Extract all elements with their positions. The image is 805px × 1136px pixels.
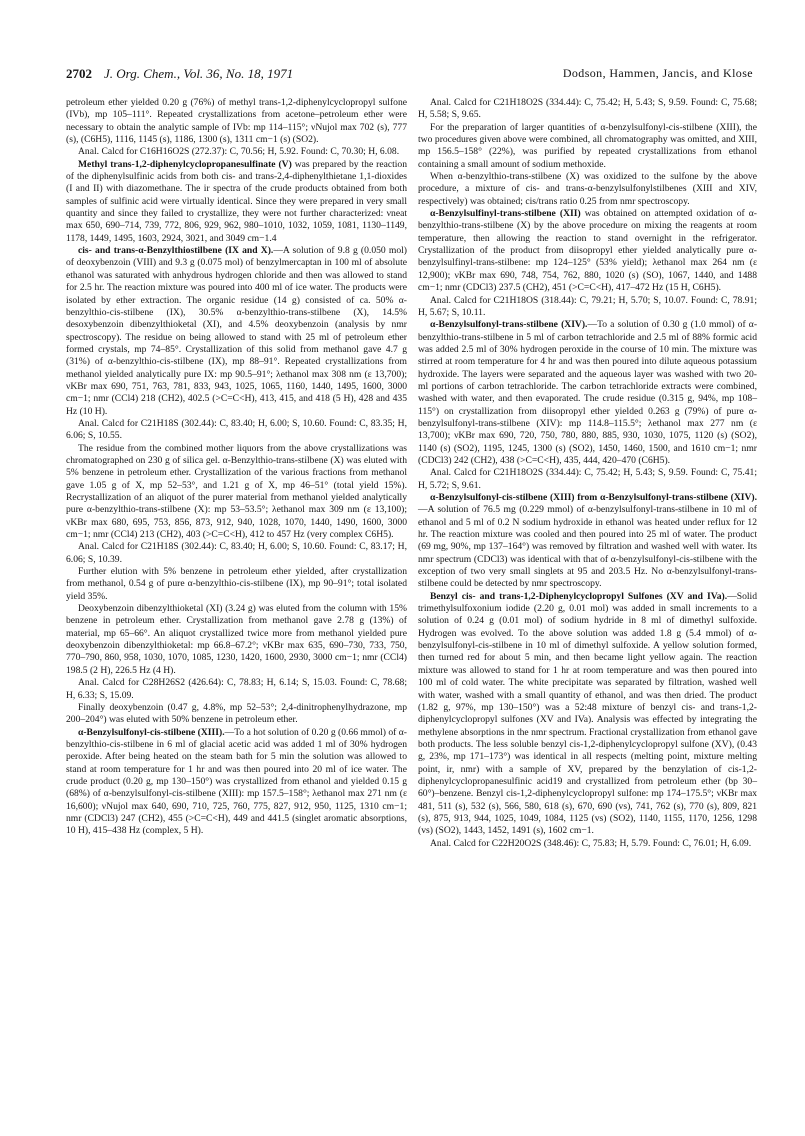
page-header	[66, 66, 753, 88]
paragraph: Anal. Calcd for C21H18O2S (334.44): C, 75.42; H, 5.43; S, 9.59. Found: C, 75.68; H, 5.58; S, 9.65.	[418, 97, 757, 121]
paragraph-text: —A solution of 76.5 mg (0.229 mmol) of α-benzylsulfonyl-trans-stilbene in 10 ml of ethanol and 5 ml of 0.2 N sodium hydroxide in ethanol was heated under reflux for 12 hr. The reaction mixture was cooled and then poured into 25 ml of water. The product (69 mg, 90%, mp 137–164°) was removed by filtration and washed well with water. Its nmr spectrum (CDCl3) was identical with that of α-benzylsulfonyl-cis-stilbene with the exception of two very small singlets at 95 and 203.5 Hz. No α-benzylsulfonyl-trans-stilbene could be detected by nmr spectroscopy.	[418, 504, 757, 590]
paragraph: Anal. Calcd for C21H18OS (318.44): C, 79.21; H, 5.70; S, 10.07. Found: C, 78.91; H, 5.67; S, 10.11.	[418, 294, 757, 318]
paragraph-text: —To a solution of 0.30 g (1.0 mmol) of α-benzylthio-trans-stilbene in 5 ml of carbon tetrachloride and 2.5 ml of 88% formic acid was added 2.5 ml of 30% hydrogen peroxide in the course of 10 min. The mixture was stirred at room temperature for 4 hr and was then poured into dilute aqueous potassium hydroxide. The layers were separated and the aqueous layer was washed with two 20-ml portions of carbon tetrachloride. The carbon tetrachloride extracts were combined, washed with water, and then evaporated. The crude residue (0.315 g, 94%, mp 108–115°) on crystallization from diisopropyl ether yielded 0.263 g (79%) of pure α-benzylsulfonyl-trans-stilbene (XIV): mp 114.8–115.5°; λethanol max 277 nm (ε 13,700); νKBr max 690, 720, 750, 780, 880, 885, 930, 1030, 1075, 1120 (s) (SO2), 1140 (s) (SO2), 1195, 1245, 1300 (s) (SO2), 1450, 1460, 1500, and 1610 cm−1; nmr (CDCl3) 242 (CH2), 438 (>C=C<H), 435, 444, 420–470 (C6H5).	[418, 319, 758, 466]
paragraph-text: was obtained on attempted oxidation of α-benzylthio-trans-stilbene (X) by the above procedure on mixing the reagents at room temperature, then allowing the reaction to stand overnight in the refrigerator. Crystallization of the product from diisopropyl ether yielded analytically pure α-benzylsulfinyl-trans-stilbene: mp 124–125° (53% yield); λethanol max 264 nm (ε 12,900); νKBr max 690, 748, 754, 762, 880, 1020 (s) (SO), 1067, 1440, and 1488 cm−1; nmr (CDCl3) 237.5 (CH2), 451 (>C=C<H), 417–472 Hz (15 H, C6H5).	[418, 208, 757, 294]
journal-citation: J. Org. Chem., Vol. 36, No. 18, 1971	[104, 66, 294, 81]
paragraph: Anal. Calcd for C16H16O2S (272.37): C, 70.56; H, 5.92. Found: C, 70.30; H, 6.08.	[78, 146, 400, 158]
paragraph	[66, 727, 407, 838]
section-heading: cis- and trans-α-Benzylthiostilbene (IX and X).	[78, 245, 274, 257]
paragraph: Further elution with 5% benzene in petroleum ether yielded, after crystallization from methanol, 0.54 g of pure α-benzylthio-cis-stilbene (IX), mp 90–91°; total isolated yield 35%.	[66, 566, 407, 602]
section-heading: α-Benzylsulfonyl-trans-stilbene (XIV).	[430, 319, 588, 331]
paragraph	[418, 591, 757, 838]
paragraph: Anal. Calcd for C28H26S2 (426.64): C, 78.83; H, 6.14; S, 15.03. Found: C, 78.68; H, 6.33; S, 15.09.	[66, 677, 407, 701]
paragraph	[66, 159, 407, 245]
paragraph: Anal. Calcd for C21H18S (302.44): C, 83.40; H, 6.00; S, 10.60. Found: C, 83.35; H, 6.06; S, 10.55.	[66, 417, 407, 442]
paragraph: The residue from the combined mother liquors from the above crystallizations was chromatographed on 230 g of silica gel. α-Benzylthio-trans-stilbene (X) was eluted with 5% benzene in petroleum ether. Crystallization of the various fractions from methanol gave 1.05 g of X, mp 52–53°, and 1.21 g of X, mp 46–51° (total yield 15%). Recrystallization of an aliquot of the purer material from methanol yielded analytically pure α-benzylthio-trans-stilbene (X): mp 53–53.5°; λethanol max 309 nm (ε 13,100); νKBr max 680, 695, 753, 856, 873, 912, 940, 1028, 1070, 1440, 1490, 1600, 3000 cm−1; nmr (CCl4) 213 (CH2), 403 (>C=C<H), 412 to 457 Hz (very complex C6H5).	[66, 442, 407, 541]
paragraph-text: —A solution of 9.8 g (0.050 mol) of deoxybenzoin (VIII) and 9.3 g (0.075 mol) of benzylmercaptan in 100 ml of absolute ethanol was saturated with anhydrous hydrogen chloride and then was allowed to stand for 2.5 hr. The reaction mixture was poured into 400 ml of ice water. The products were isolated by ether extraction. The organic residue (14 g) consisted of ca. 50% α-benzylthio-cis-stilbene (IX), 30.5% α-benzylthio-trans-stilbene (X), 14.5% desoxybenzoin dibenzylthioketal (XI), and 4.5% deoxybenzoin (analysis by nmr spectroscopy). The residue on being allowed to stand with 25 ml of petroleum ether formed crystals, mp 74–85°. Crystallization of this solid from methanol gave 4.7 g (31%) of α-benzylthio-cis-stilbene (IX), mp 88–91°. Repeated crystallizations from methanol yielded analytically pure IX: mp 90.5–91°; λethanol max 308 nm (ε 13,700); νKBr max 690, 751, 763, 781, 833, 943, 1025, 1065, 1160, 1440, 1495, 1600, 3000 cm−1; nmr (CCl4) 218 (CH2), 402.5 (>C=C<H), 413, 415, and 418 (5 H), 428 and 435 Hz (10 H).	[66, 245, 408, 417]
right-column	[418, 97, 757, 850]
section-heading: Methyl trans-1,2-diphenylcyclopropanesulfinate (V)	[78, 158, 292, 170]
paragraph: For the preparation of larger quantities of α-benzylsulfonyl-cis-stilbene (XIII), the two procedures given above were combined, all chromatography was omitted, and XIII, mp 156.5–158° (22%), was purified by repeated crystallizations from ethanol containing a small amount of sodium methoxide.	[418, 121, 757, 170]
section-heading: Benzyl cis- and trans-1,2-Diphenylcyclopropyl Sulfones (XV and IVa).	[430, 590, 728, 602]
paragraph	[418, 492, 757, 591]
left-column	[66, 97, 407, 838]
paragraph: When α-benzylthio-trans-stilbene (X) was oxidized to the sulfone by the above procedure, a mixture of cis- and trans-α-benzylsulfonylstilbenes (XIII and XIV, respectively) was obtained; cis/trans ratio 0.25 from nmr spectroscopy.	[418, 171, 757, 207]
paragraph-text: —To a hot solution of 0.20 g (0.66 mmol) of α-benzylthio-cis-stilbene in 6 ml of glacial acetic acid was added 1 ml of 30% hydrogen peroxide. After being heated on the steam bath for 5 min the solution was allowed to stand at room temperature for 1 hr and was then poured into 20 ml of ice water. The crude product (0.20 g, mp 130–150°) was crystallized from ethanol and yielded 0.15 g (68%) of α-benzylsulfonyl-cis-stilbene (XIII): mp 157.5–158°; λethanol max 271 nm (ε 16,600); νNujol max 640, 690, 710, 725, 760, 775, 827, 912, 950, 1125, 1310 cm−1; nmr (CDCl3) 247 (CH2), 455 (>C=C<H), 449 and 441.5 (singlet aromatic absorptions, 10 H), 415–438 Hz (complex, 5 H).	[66, 726, 407, 837]
paragraph: Anal. Calcd for C21H18O2S (334.44): C, 75.42; H, 5.43; S, 9.59. Found: C, 75.41; H, 5.72; S, 9.61.	[418, 467, 757, 491]
paragraph-text: —Solid trimethylsulfoxonium iodide (2.20 g, 0.01 mol) was added in small increments to a solution of 0.24 g (0.01 mol) of sodium hydride in 8 ml of dimethyl sulfoxide. Hydrogen was evolved. To the above solution was added 1.8 g (5.4 mmol) of α-benzylsulfonyl-cis-stilbene in 10 ml of dimethyl sulfoxide. A yellow solution formed, then turned red for about 5 min, and then became light yellow again. The reaction mixture was allowed to stand for 1 hr at room temperature and was then poured into 100 ml of cold water. The white precipitate was separated by filtration, washed well with water, washed with a small quantity of ethanol, and was then dried. The product (1.82 g, 97%, mp 130–150°) was a 52:48 mixture of benzyl cis- and trans-1,2-diphenylcyclopropyl sulfones (XV and IVa). Analysis was effected by integrating the methylene absorptions in the nmr spectrum. Fractional crystallization from ethanol gave both products. The less soluble benzyl cis-1,2-diphenylcyclopropyl sulfone (XV), (0.43 g, 23%, mp 171–173°) was identical in all respects (melting point, mixture melting point, ir, nmr) with a sample of XV, prepared by the benzylation of cis-1,2-diphenylcyclopropanesulfinic acid19 and crystallized from petroleum ether (bp 30–60°)–benzene. Benzyl cis-1,2-diphenylcyclopropyl sulfone: mp 174–175.5°; νKBr max 481, 511 (s), 532 (s), 566, 580, 618 (s), 670, 690 (vs), 741, 762 (s), 770 (s), 809, 821 (s), 875, 913, 944, 1025, 1049, 1084, 1125 (vs) (SO2), 1140, 1155, 1170, 1256, 1298 (vs) (SO2), 1443, 1452, 1491 (s), 1602 cm−1.	[418, 590, 757, 837]
section-heading: α-Benzylsulfonyl-cis-stilbene (XIII).	[78, 726, 225, 738]
paragraph: Finally deoxybenzoin (0.47 g, 4.8%, mp 52–53°; 2,4-dinitrophenylhydrazone, mp 200–204°) was eluted with 50% benzene in petroleum ether.	[66, 701, 407, 726]
paragraph	[418, 319, 757, 467]
section-heading: α-Benzylsulfinyl-trans-stilbene (XII)	[430, 208, 581, 220]
paragraph: Anal. Calcd for C21H18S (302.44): C, 83.40; H, 6.00; S, 10.60. Found: C, 83.17; H, 6.06; S, 10.39.	[66, 541, 407, 565]
section-heading: α-Benzylsulfonyl-cis-stilbene (XIII) from α-Benzylsulfonyl-trans-stilbene (XIV).	[430, 492, 757, 503]
paragraph	[66, 245, 407, 418]
page-number: 2702	[66, 66, 92, 81]
paragraph-text: was prepared by the reaction of the diphenylsulfinic acids from both cis- and trans-2,4-diphenylthietane 1,1-dioxides (I and II) with diazomethane. The ir spectra of the crude products obtained from both samples of sulfinic acid were virtually identical. Since they were prepared in very small quantity and since they failed to crystallize, they were not further characterized: νneat max 650, 690–714, 739, 772, 806, 929, 962, 980–1010, 1032, 1059, 1081, 1130–1149, 1178, 1449, 1495, 1603, 2924, 3021, and 3049 cm−1.4	[66, 158, 408, 244]
paragraph: Anal. Calcd for C22H20O2S (348.46): C, 75.83; H, 5.79. Found: C, 76.01; H, 6.09.	[430, 837, 752, 849]
paragraph: petroleum ether yielded 0.20 g (76%) of methyl trans-1,2-diphenylcyclopropyl sulfone (IVb), mp 105–111°. Repeated crystallizations from acetone–petroleum ether were necessary to obtain the analytic sample of IVb: mp 114–115°; νNujol max 702 (s), 777 (s), (C6H5), 1116, 1145 (s), 1186, 1300 (s), 1311 cm−1 (s) (SO2).	[66, 97, 407, 146]
paragraph: Deoxybenzoin dibenzylthioketal (XI) (3.24 g) was eluted from the column with 15% benzene in petroleum ether. Crystallization from methanol gave 2.78 g (13%) of material, mp 65–66°. An aliquot crystallized twice more from methanol yielded pure deoxybenzoin dibenzylthioketal: mp 66.8–67.2°; νKBr max 635, 690–730, 733, 750, 770–790, 860, 958, 1030, 1070, 1085, 1230, 1420, 1600, 2930, 3000 cm−1; nmr (CCl4) 198.5 (2 H), 226.5 Hz (4 H).	[66, 603, 407, 676]
paragraph	[418, 208, 757, 294]
running-authors: Dodson, Hammen, Jancis, and Klose	[562, 66, 753, 80]
